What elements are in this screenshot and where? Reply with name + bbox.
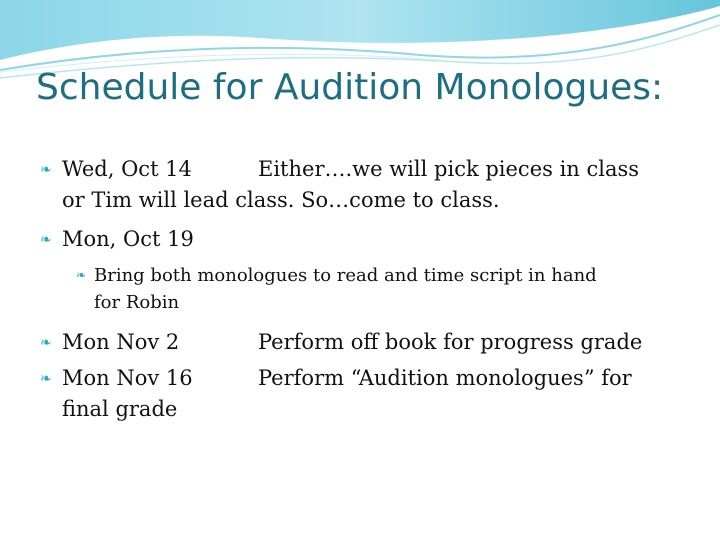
item-text-continued: or Tim will lead class. So…come to class.	[62, 188, 500, 212]
bullet-icon: ❧	[40, 335, 52, 351]
item-date-continued: final grade	[62, 397, 178, 421]
sub-bullet-icon: ❧	[76, 268, 87, 282]
schedule-item-4	[40, 363, 193, 395]
bullet-icon: ❧	[40, 232, 52, 248]
sub-item-text: Bring both monologues to read and time script in hand	[94, 265, 597, 286]
sub-item-text-continued: for Robin	[94, 292, 180, 313]
schedule-item-1	[40, 154, 192, 186]
item-text: Perform “Audition monologues” for	[258, 366, 632, 390]
item-text: Perform off book for progress grade	[258, 330, 643, 354]
slide-title: Schedule for Audition Monologues:	[36, 67, 664, 108]
schedule-item-2	[40, 224, 194, 256]
item-date: Wed, Oct 14	[62, 157, 192, 181]
item-text: Either….we will pick pieces in class	[258, 157, 640, 181]
item-date: Mon Nov 16	[62, 366, 193, 390]
bullet-icon: ❧	[40, 162, 52, 178]
item-date: Mon, Oct 19	[62, 227, 194, 251]
schedule-item-3	[40, 327, 179, 359]
sub-item	[76, 263, 597, 288]
item-date: Mon Nov 2	[62, 330, 180, 354]
bullet-icon: ❧	[40, 371, 52, 387]
